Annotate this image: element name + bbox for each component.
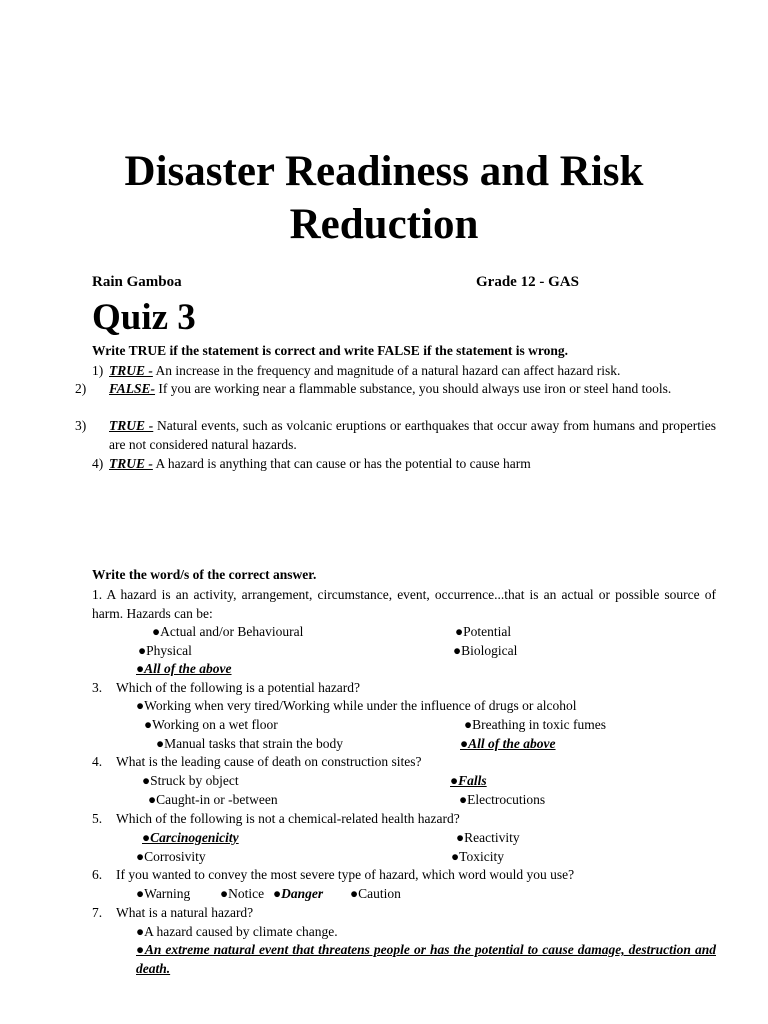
question-1-text: 1. A hazard is an activity, arrangement, circumstance, event, occurrence...that is an actual or possible source of harm. Hazards can be: <box>92 587 716 621</box>
q5-option: ●Reactivity <box>456 830 520 845</box>
question-5-text: Which of the following is not a chemical-related health hazard? <box>116 811 460 826</box>
q4-option: ●Caught-in or -between <box>148 792 278 807</box>
q1-option: ●Potential <box>455 624 512 639</box>
q3-answer: ●All of the above <box>460 736 556 751</box>
tf-item-answer: TRUE - <box>109 456 153 471</box>
q3-option: ●Working on a wet floor <box>144 717 278 732</box>
student-name: Rain Gamboa <box>92 274 182 290</box>
q4-answer: ●Falls <box>450 773 487 788</box>
q4-option: ●Electrocutions <box>459 792 546 807</box>
tf-item-text: An increase in the frequency and magnitude of a natural hazard can affect hazard risk. <box>152 363 621 378</box>
q6-answer: ●Danger <box>273 886 324 901</box>
q1-option: ●Physical <box>138 643 192 658</box>
question-4-number: 4. <box>92 754 103 769</box>
tf-item-number: 3) <box>75 418 87 433</box>
q6-option: ●Notice <box>220 886 265 901</box>
grade-section: Grade 12 - GAS <box>476 274 579 290</box>
q1-option: ●Actual and/or Behavioural <box>152 624 304 639</box>
q3-option: ●Manual tasks that strain the body <box>156 736 343 751</box>
q3-option: ●Working when very tired/Working while under the influence of drugs or alcohol <box>136 698 577 713</box>
tf-item-text: A hazard is anything that can cause or has the potential to cause harm <box>152 456 531 471</box>
q1-option: ●Biological <box>453 643 518 658</box>
question-6-text: If you wanted to convey the most severe type of hazard, which word would you use? <box>116 867 575 882</box>
document-title-line-1: Disaster Readiness and Risk <box>124 148 644 195</box>
q7-option: ●A hazard caused by climate change. <box>136 924 338 939</box>
document-title-line-2: Reduction <box>289 201 479 248</box>
tf-item-answer: TRUE - <box>109 418 154 433</box>
tf-item-number: 1) <box>92 363 104 378</box>
quiz-title: Quiz 3 <box>92 297 196 338</box>
tf-item-text: If you are working near a flammable substance, you should always use iron or steel hand tools. <box>155 381 672 396</box>
tf-item-answer: TRUE - <box>109 363 153 378</box>
q6-option: ●Warning <box>136 886 191 901</box>
tf-item-answer: FALSE- <box>109 381 156 396</box>
question-6-number: 6. <box>92 867 103 882</box>
tf-item-1 <box>92 362 716 381</box>
q5-option: ●Toxicity <box>451 849 504 864</box>
question-3-number: 3. <box>92 680 103 695</box>
q5-answer: ●Carcinogenicity <box>142 830 239 845</box>
question-7-number: 7. <box>92 905 103 920</box>
tf-item-text: Natural events, such as volcanic eruptions or earthquakes that occur away from humans and properties are not considered natural hazards. <box>109 418 717 452</box>
part2-instruction: Write the word/s of the correct answer. <box>92 567 317 582</box>
q6-option: ●Caution <box>350 886 401 901</box>
q7-answer: ●An extreme natural event that threatens people or has the potential to cause damage, destruction and death. <box>136 942 716 976</box>
tf-item-4 <box>92 455 716 474</box>
tf-item-2 <box>75 380 716 399</box>
question-3-text: Which of the following is a potential hazard? <box>116 680 361 695</box>
q1-answer: ●All of the above <box>136 661 232 676</box>
question-5-number: 5. <box>92 811 103 826</box>
q5-option: ●Corrosivity <box>136 849 206 864</box>
tf-item-number: 2) <box>75 381 87 396</box>
question-4-text: What is the leading cause of death on construction sites? <box>116 754 422 769</box>
q4-option: ●Struck by object <box>142 773 239 788</box>
part1-instruction: Write TRUE if the statement is correct and write FALSE if the statement is wrong. <box>92 343 569 358</box>
tf-item-3 <box>75 417 717 454</box>
q3-option: ●Breathing in toxic fumes <box>464 717 607 732</box>
tf-item-number: 4) <box>92 456 104 471</box>
question-7-text: What is a natural hazard? <box>116 905 254 920</box>
